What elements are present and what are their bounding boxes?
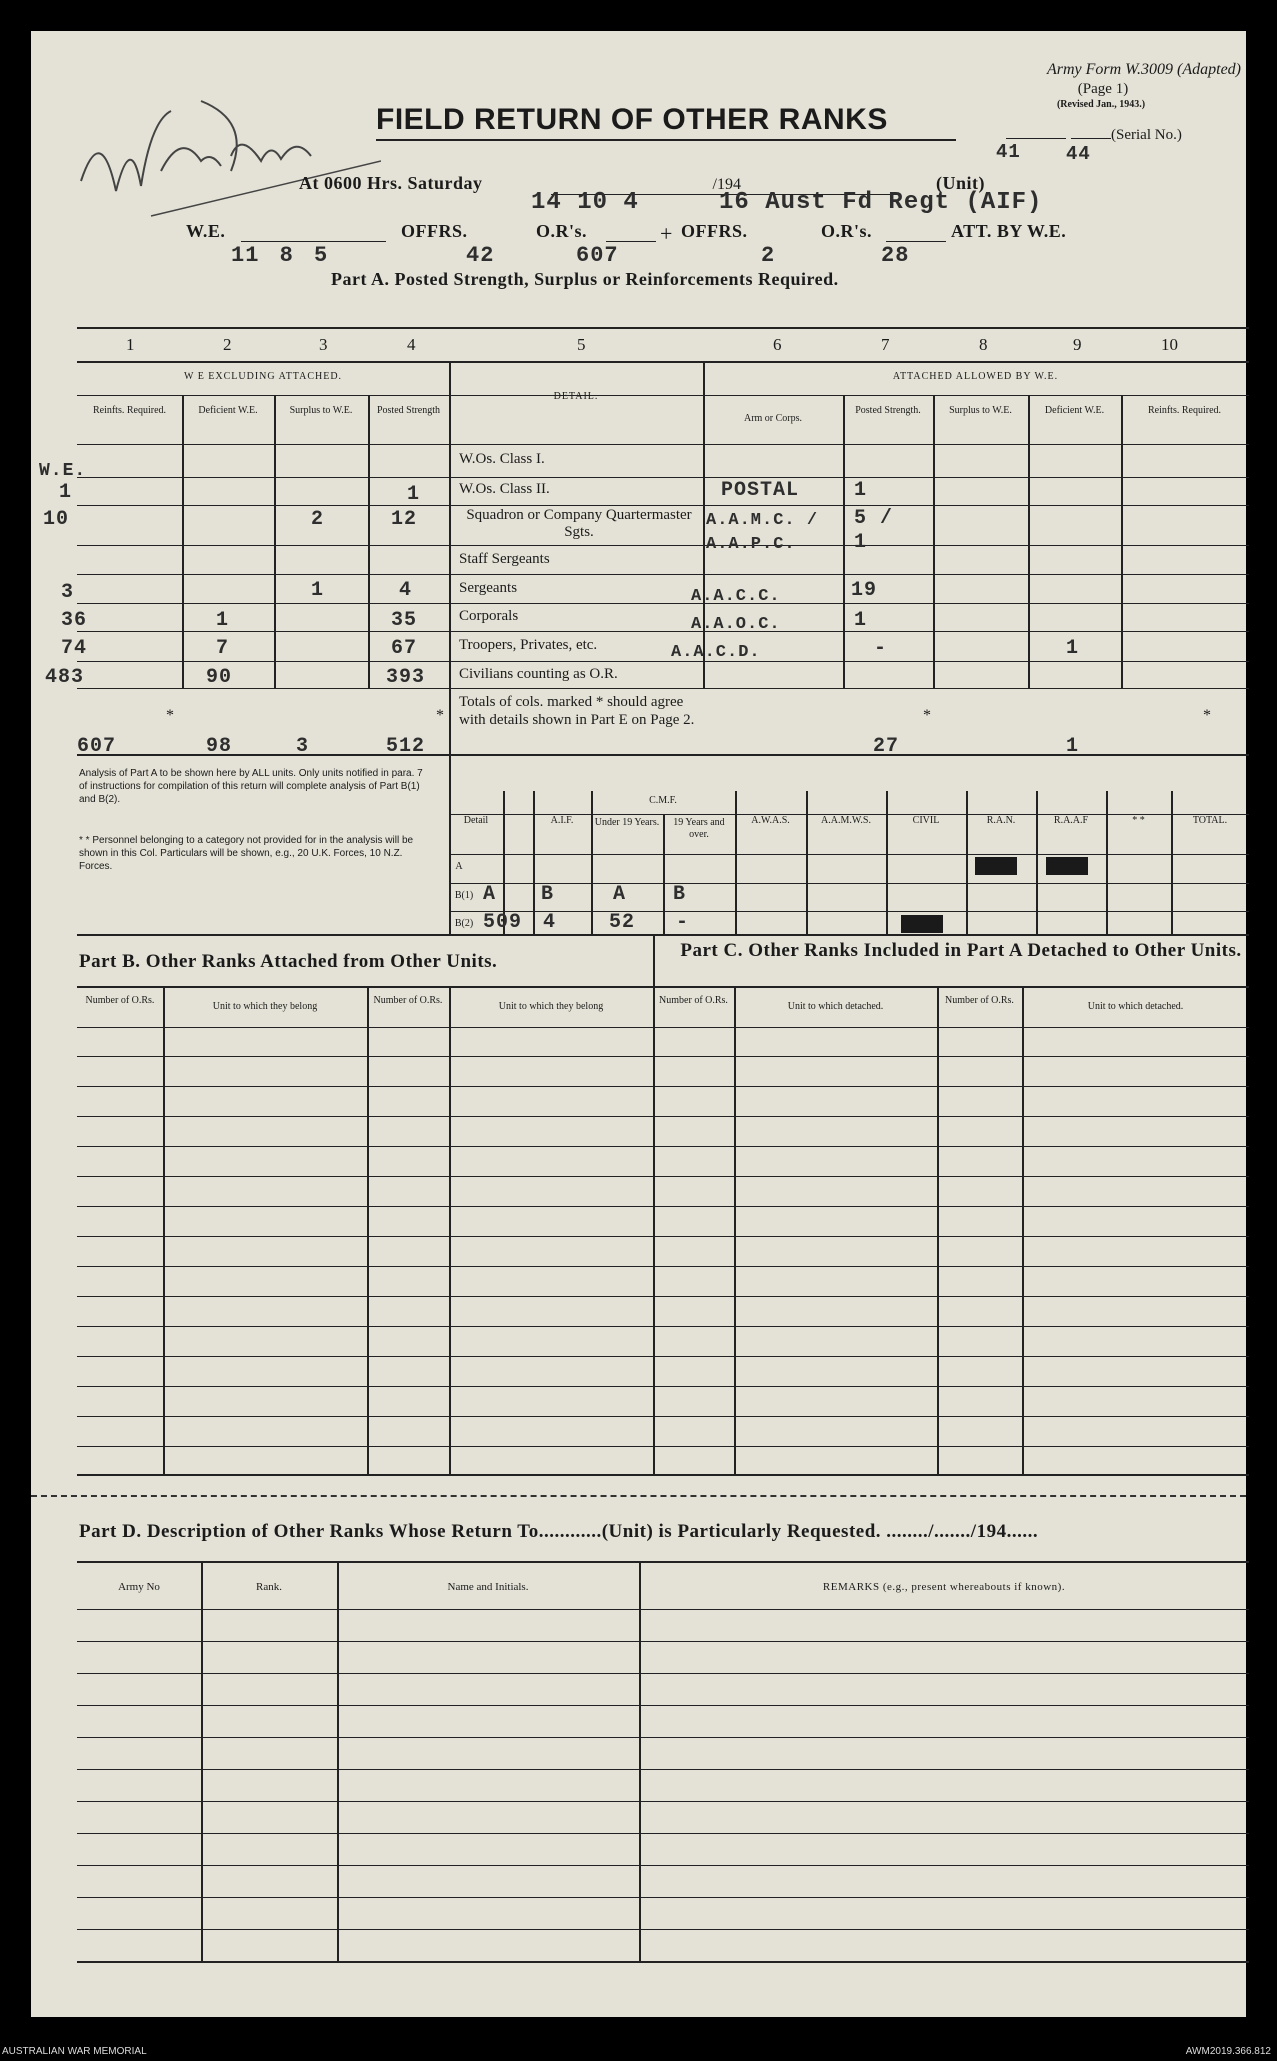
c1-we: W.E. bbox=[39, 461, 87, 481]
star-c10: * bbox=[1203, 707, 1211, 724]
revised-date: (Revised Jan., 1943.) bbox=[1056, 99, 1146, 110]
detail-civ: Civilians counting as O.R. bbox=[459, 666, 618, 682]
c1-pte: 74 bbox=[61, 637, 88, 660]
c2-pte: 7 bbox=[216, 637, 230, 660]
detail-wo2: W.Os. Class II. bbox=[459, 481, 550, 497]
analysis-row-b1: B(1) bbox=[454, 890, 474, 901]
c7-sgt: 19 bbox=[851, 579, 878, 602]
c7-cpl: 1 bbox=[854, 609, 868, 632]
analysis-head-ran: R.A.N. bbox=[986, 815, 1016, 826]
analysis-row-b2: B(2) bbox=[454, 918, 474, 929]
analysis-head-aif: A.I.F. bbox=[550, 815, 574, 826]
c1-cpl: 36 bbox=[61, 609, 88, 632]
serial-label: (Serial No.) bbox=[1111, 127, 1182, 143]
part-c-head-3: Number of O.Rs. bbox=[945, 995, 1014, 1006]
b1-value-4: B bbox=[673, 883, 687, 906]
col-num-4: 4 bbox=[407, 335, 416, 354]
c7-cqms: 5 / 1 bbox=[854, 507, 894, 554]
head-reinfts: Reinfts. Required. bbox=[92, 405, 167, 416]
c4-cpl: 35 bbox=[391, 609, 418, 632]
head-deficient9: Deficient W.E. bbox=[1044, 405, 1105, 416]
total-c9: 1 bbox=[1066, 735, 1080, 758]
ors-value: 607 bbox=[576, 243, 619, 268]
total-c2: 98 bbox=[206, 735, 233, 758]
star-c1: * bbox=[166, 707, 174, 724]
col-num-1: 1 bbox=[126, 335, 135, 354]
b2-value-3: 52 bbox=[609, 911, 636, 934]
part-a-title: Part A. Posted Strength, Surplus or Reinforcements Required. bbox=[331, 269, 839, 289]
we-values: 11 8 5 bbox=[231, 243, 329, 268]
b1-value-1: A bbox=[483, 883, 497, 906]
c3-cqms: 2 bbox=[311, 508, 325, 531]
col-num-10: 10 bbox=[1161, 335, 1178, 354]
analysis-head-aamws: A.A.M.W.S. bbox=[821, 815, 871, 826]
unit-label: (Unit) bbox=[936, 173, 985, 193]
col-num-6: 6 bbox=[773, 335, 782, 354]
col-num-5: 5 bbox=[577, 335, 586, 354]
detail-ssgt: Staff Sergeants bbox=[459, 551, 550, 567]
offrs-label: OFFRS. bbox=[401, 221, 468, 241]
att-group-header: ATTACHED ALLOWED BY W.E. bbox=[892, 371, 1059, 382]
head-surplus8: Surplus to W.E. bbox=[949, 405, 1012, 416]
head-reinfts10: Reinfts. Required. bbox=[1147, 405, 1222, 416]
we-label: W.E. bbox=[186, 221, 226, 241]
head-surplus: Surplus to W.E. bbox=[289, 405, 353, 416]
c6-cqms: A.A.M.C. / A.A.P.C. bbox=[706, 511, 819, 554]
c6-sgt: A.A.C.C. bbox=[691, 587, 781, 606]
unit-typed: 16 Aust Fd Regt (AIF) bbox=[719, 189, 1043, 216]
c9-pte: 1 bbox=[1066, 637, 1080, 660]
analysis-footnote: * * Personnel belonging to a category not provided for in the analysis will be shown in this Col. Particulars will be shown, e.g., 20 U.K. Forces, 10 N.Z. Forces. bbox=[79, 835, 414, 872]
c2-civ: 90 bbox=[206, 666, 233, 689]
b1-value-3: A bbox=[613, 883, 627, 906]
part-b-head-3: Number of O.Rs. bbox=[373, 995, 443, 1006]
ors-value-2: 28 bbox=[881, 243, 910, 268]
analysis-note: Analysis of Part A to be shown here by ALL units. Only units notified in para. 7 of instructions for compilation of this return will complete analysis of Part B(1) and B(2). bbox=[79, 768, 423, 805]
b2-value-2: 4 bbox=[543, 911, 557, 934]
c4-wo2: 1 bbox=[407, 483, 421, 506]
offrs-value-2: 2 bbox=[761, 243, 776, 268]
col-num-3: 3 bbox=[319, 335, 328, 354]
b2-value-4: - bbox=[676, 911, 690, 934]
c4-cqms: 12 bbox=[391, 508, 418, 531]
redaction-civil bbox=[901, 915, 943, 933]
c1-civ: 483 bbox=[45, 666, 85, 689]
head-deficient: Deficient W.E. bbox=[198, 405, 258, 416]
c2-cpl: 1 bbox=[216, 609, 230, 632]
c6-wo2: POSTAL bbox=[721, 479, 800, 502]
col-num-7: 7 bbox=[881, 335, 890, 354]
form-name: Army Form W.3009 (Adapted) bbox=[1046, 61, 1241, 78]
part-b-title: Part B. Other Ranks Attached from Other Units. bbox=[79, 951, 498, 972]
head-posted: Posted Strength bbox=[376, 405, 441, 416]
part-c-head-1: Number of O.Rs. bbox=[659, 995, 728, 1006]
we-group-header: W E EXCLUDING ATTACHED. bbox=[183, 371, 343, 382]
part-b-head-1: Number of O.Rs. bbox=[85, 995, 155, 1006]
at-label: At 0600 Hrs. Saturday bbox=[299, 173, 483, 193]
footer-left: AUSTRALIAN WAR MEMORIAL bbox=[2, 2046, 147, 2057]
part-d-title: Part D. Description of Other Ranks Whose Return To............(Unit) is Particularly Requested. ......../......./194...... bbox=[79, 1521, 1039, 1542]
c6-pte: A.A.C.D. bbox=[671, 643, 761, 662]
part-b-head-4: Unit to which they belong bbox=[498, 1001, 604, 1012]
analysis-head-detail: Detail bbox=[463, 815, 489, 826]
serial-value-2: 44 bbox=[1066, 143, 1091, 165]
star-c7: * bbox=[923, 707, 931, 724]
att-label: ATT. BY W.E. bbox=[951, 221, 1067, 241]
footer-right: AWM2019.366.812 bbox=[1185, 2046, 1271, 2057]
analysis-head-cmf: C.M.F. bbox=[649, 795, 677, 806]
date-194: /194 bbox=[712, 176, 741, 193]
part-c-head-2: Unit to which detached. bbox=[787, 1001, 884, 1012]
ors-label: O.R's. bbox=[536, 221, 588, 241]
detail-totals: Totals of cols. marked * should agree with details shown in Part E on Page 2. bbox=[459, 694, 695, 728]
part-d-head-rank: Rank. bbox=[256, 1581, 282, 1593]
perforation-line bbox=[31, 1495, 1246, 1497]
page-number: (Page 1) bbox=[1077, 81, 1129, 97]
part-d-head-remarks: REMARKS (e.g., present whereabouts if known). bbox=[822, 1581, 1066, 1593]
head-posted7: Posted Strength. bbox=[855, 405, 921, 416]
detail-cqms: Squadron or Company Quartermaster Sgts. bbox=[466, 507, 692, 540]
offrs-value: 42 bbox=[466, 243, 495, 268]
col-num-8: 8 bbox=[979, 335, 988, 354]
c4-pte: 67 bbox=[391, 637, 418, 660]
ors-label-2: O.R's. bbox=[821, 221, 873, 241]
analysis-head-total: TOTAL. bbox=[1192, 815, 1228, 826]
part-d-head-name: Name and Initials. bbox=[447, 1581, 529, 1593]
part-b-head-2: Unit to which they belong bbox=[212, 1001, 318, 1012]
date-typed: 14 10 4 bbox=[531, 189, 639, 216]
detail-pte: Troopers, Privates, etc. bbox=[459, 637, 598, 653]
total-c4: 512 bbox=[386, 735, 426, 758]
c7-pte: - bbox=[874, 637, 888, 660]
total-c1: 607 bbox=[77, 735, 117, 758]
analysis-head-other: * * bbox=[1132, 815, 1145, 826]
plus-sign: + bbox=[660, 221, 673, 246]
detail-cpl: Corporals bbox=[459, 608, 519, 624]
c7-wo2: 1 bbox=[854, 479, 868, 502]
b2-value-1: 509 bbox=[483, 911, 523, 934]
part-c-title: Part C. Other Ranks Included in Part A Detached to Other Units. bbox=[680, 940, 1242, 961]
analysis-head-raaf: R.A.A.F bbox=[1053, 815, 1089, 826]
col-num-9: 9 bbox=[1073, 335, 1082, 354]
redaction-raaf bbox=[1046, 857, 1088, 875]
analysis-head-civil: CIVIL bbox=[912, 815, 940, 826]
head-arm: Arm or Corps. bbox=[743, 413, 803, 424]
c6-cpl: A.A.O.C. bbox=[691, 615, 781, 634]
part-d-head-armyno: Army No bbox=[118, 1581, 160, 1593]
detail-sgt: Sergeants bbox=[459, 580, 518, 596]
analysis-head-19over: 19 Years and over. bbox=[673, 817, 725, 840]
c1-sgt: 3 bbox=[61, 581, 75, 604]
analysis-head-under19: Under 19 Years. bbox=[594, 817, 660, 828]
c4-sgt: 4 bbox=[399, 579, 413, 602]
part-c-head-4: Unit to which detached. bbox=[1087, 1001, 1184, 1012]
analysis-head-awas: A.W.A.S. bbox=[751, 815, 790, 826]
offrs-label-2: OFFRS. bbox=[681, 221, 748, 241]
detail-wo1: W.Os. Class I. bbox=[459, 451, 545, 467]
total-c3: 3 bbox=[296, 735, 310, 758]
page-title: FIELD RETURN OF OTHER RANKS bbox=[376, 103, 888, 136]
form-sheet bbox=[31, 31, 1246, 2017]
b1-value-2: B bbox=[541, 883, 555, 906]
redaction-ran bbox=[975, 857, 1017, 875]
col-num-2: 2 bbox=[223, 335, 232, 354]
analysis-row-a: A bbox=[455, 861, 463, 872]
star-c4: * bbox=[436, 707, 444, 724]
c1-wo2: 1 bbox=[59, 481, 73, 504]
detail-header: DETAIL. bbox=[553, 391, 599, 402]
c4-civ: 393 bbox=[386, 666, 426, 689]
c1-cqms: 10 bbox=[43, 508, 70, 531]
serial-value-1: 41 bbox=[996, 141, 1021, 163]
total-c7: 27 bbox=[873, 735, 900, 758]
c3-sgt: 1 bbox=[311, 579, 325, 602]
